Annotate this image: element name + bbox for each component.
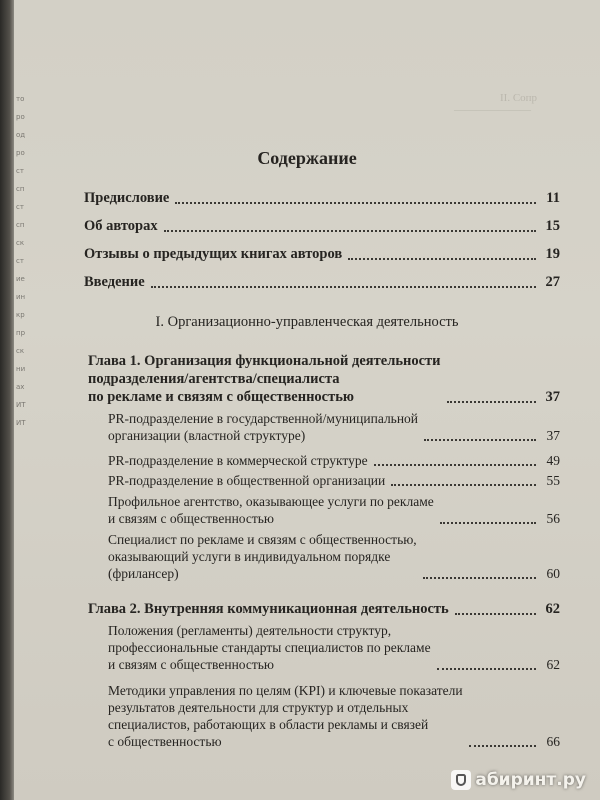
leader-dots: [437, 668, 536, 670]
page-number: 11: [546, 190, 560, 206]
book-page: [14, 0, 600, 800]
toc-entry-label: Методики управления по целям (KPI) и ключевые показатели результатов деятельности для структур и отдельных специалистов, работающих в области рекламы и связей с общественностью: [108, 683, 463, 749]
leader-dots: [374, 464, 536, 466]
chapter-title: Глава 2. Внутренняя коммуникационная деятельность: [88, 601, 449, 617]
toc-entry-label: Профильное агентство, оказывающее услуги по рекламе и связям с общественностью: [108, 494, 434, 526]
leader-dots: [447, 401, 536, 403]
toc-entry-agency[interactable]: [108, 493, 560, 527]
leader-dots: [455, 613, 536, 615]
show-through-text: II. Сопр ———————: [454, 92, 538, 116]
toc-entry-authors[interactable]: [84, 218, 560, 235]
page-number: 27: [545, 274, 560, 290]
leader-dots: [423, 577, 536, 579]
page-number: 62: [546, 657, 560, 672]
book-spine: [0, 0, 14, 800]
toc-entry-label: Об авторах: [84, 218, 158, 234]
toc-entry-freelancer[interactable]: [108, 531, 560, 582]
toc-entry-public-org-pr[interactable]: [108, 472, 560, 489]
chapter-title: Глава 1. Организация функциональной деятельности подразделения/агентства/специалиста по рекламе и связям с общественностью: [88, 353, 441, 405]
page-number: 55: [546, 473, 560, 488]
labirint-watermark: [451, 770, 586, 790]
toc-entry-label: Положения (регламенты) деятельности структур, профессиональные стандарты специалистов по рекламе и связям с общественностью: [108, 623, 431, 672]
leader-dots: [440, 522, 536, 524]
page-number: 66: [546, 734, 560, 749]
leader-dots: [164, 230, 536, 232]
watermark-text: абиринт.ру: [475, 770, 586, 790]
toc-entry-label: Введение: [84, 274, 145, 290]
toc-entry-label: Специалист по рекламе и связям с общественностью, оказывающий услуги в индивидуальном порядке (фрилансер): [108, 532, 417, 581]
leader-dots: [391, 484, 536, 486]
page-number: 37: [546, 428, 560, 443]
toc-title: Содержание: [257, 148, 357, 168]
toc-entry-label: Предисловие: [84, 190, 170, 206]
leader-dots: [175, 202, 536, 204]
page-number: 19: [545, 246, 560, 262]
page-number: 15: [545, 218, 560, 234]
page-number: 62: [545, 601, 560, 617]
page-number: 37: [545, 389, 560, 405]
toc-entry-label: PR-подразделение в коммерческой структуре: [108, 453, 368, 468]
toc-chapter-1[interactable]: [88, 352, 560, 406]
toc-entry-label: Отзывы о предыдущих книгах авторов: [84, 246, 343, 262]
toc-entry-introduction[interactable]: [84, 274, 560, 291]
leader-dots: [424, 439, 536, 441]
adjacent-page-edge: то ро од ро ст сп ст сп ск ст ие ин кр пр ск ни ах ИТ ИТ: [16, 95, 26, 427]
toc-entry-reviews[interactable]: [84, 246, 560, 263]
toc-entry-label: PR-подразделение в государственной/муниципальной организации (властной структуре): [108, 411, 419, 443]
toc-entry-label: PR-подразделение в общественной организации: [108, 473, 386, 488]
labyrinth-logo-icon: [451, 770, 471, 790]
table-of-contents: [14, 0, 600, 800]
page-number: 49: [546, 453, 560, 468]
leader-dots: [151, 286, 536, 288]
page-number: 60: [546, 566, 560, 581]
toc-entry-commercial-pr[interactable]: [108, 452, 560, 469]
section-heading: I. Организационно-управленческая деятельность: [155, 314, 459, 330]
leader-dots: [348, 258, 536, 260]
toc-entry-kpi[interactable]: [108, 682, 560, 750]
toc-chapter-2[interactable]: [88, 600, 560, 618]
toc-entry-gov-pr[interactable]: [108, 410, 560, 444]
toc-entry-regulations[interactable]: [108, 622, 560, 673]
page-number: 56: [546, 511, 560, 526]
leader-dots: [469, 745, 536, 747]
toc-entry-preface[interactable]: [84, 190, 560, 207]
